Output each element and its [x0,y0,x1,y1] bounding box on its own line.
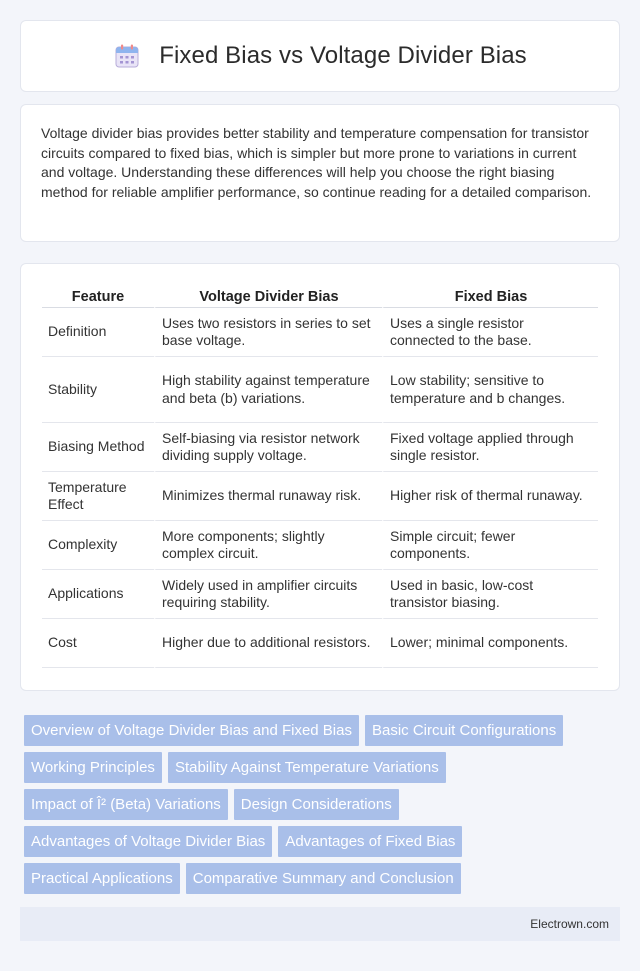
title-wrap [113,42,527,70]
voltage-divider-cell: Minimizes thermal runaway risk. [154,472,382,521]
voltage-divider-cell: Widely used in amplifier circuits requiring stability. [154,570,382,619]
calendar-icon [113,42,141,70]
fixed-bias-cell: Used in basic, low-cost transistor biasing. [382,570,598,619]
feature-cell: Biasing Method [42,423,154,472]
voltage-divider-cell: Self-biasing via resistor network dividing supply voltage. [154,423,382,472]
topic-tag-basic-circuit-configurations[interactable]: Basic Circuit Configurations [365,715,563,746]
tag-row [24,789,624,820]
fixed-bias-cell: Fixed voltage applied through single resistor. [382,423,598,472]
fixed-bias-cell: Higher risk of thermal runaway. [382,472,598,521]
topic-tag-stability-temperature[interactable]: Stability Against Temperature Variations [168,752,446,783]
fixed-bias-cell: Uses a single resistor connected to the base. [382,308,598,357]
footer-source[interactable]: Electrown.com [530,917,609,931]
feature-cell: Temperature Effect [42,472,154,521]
topic-tag-advantages-voltage-divider[interactable]: Advantages of Voltage Divider Bias [24,826,272,857]
table-row [42,357,598,423]
fixed-bias-cell: Simple circuit; fewer components. [382,521,598,570]
tag-row [24,826,624,857]
header-fixed-bias: Fixed Bias [382,286,598,308]
topic-tags [24,715,624,900]
topic-tag-practical-applications[interactable]: Practical Applications [24,863,180,894]
topic-tag-beta-variations[interactable]: Impact of Î² (Beta) Variations [24,789,228,820]
tag-row [24,863,624,894]
feature-cell: Applications [42,570,154,619]
table-row [42,570,598,619]
tag-row [24,752,624,783]
comparison-table [42,286,598,668]
table-row [42,423,598,472]
feature-cell: Complexity [42,521,154,570]
tag-row [24,715,624,746]
header-feature: Feature [42,286,154,308]
topic-tag-comparative-summary[interactable]: Comparative Summary and Conclusion [186,863,461,894]
topic-tag-working-principles[interactable]: Working Principles [24,752,162,783]
intro-text: Voltage divider bias provides better stability and temperature compensation for transistor circuits compared to fixed bias, which is simpler but more prone to variations in current and voltage. Understanding these differences will help you choose the right biasing method for reliable amplifier performance, so continue reading for a detailed comparison. [41,125,592,200]
voltage-divider-cell: More components; slightly complex circuit. [154,521,382,570]
table-row [42,619,598,668]
header-voltage-divider-bias: Voltage Divider Bias [154,286,382,308]
fixed-bias-cell: Lower; minimal components. [382,619,598,668]
voltage-divider-cell: Uses two resistors in series to set base voltage. [154,308,382,357]
table-header-row [42,286,598,308]
topic-tag-overview[interactable]: Overview of Voltage Divider Bias and Fixed Bias [24,715,359,746]
table-row [42,308,598,357]
feature-cell: Cost [42,619,154,668]
page-title: Fixed Bias vs Voltage Divider Bias [159,42,527,69]
voltage-divider-cell: High stability against temperature and beta (b) variations. [154,357,382,423]
voltage-divider-cell: Higher due to additional resistors. [154,619,382,668]
table-row [42,472,598,521]
intro-card [20,104,620,242]
topic-tag-design-considerations[interactable]: Design Considerations [234,789,399,820]
feature-cell: Definition [42,308,154,357]
feature-cell: Stability [42,357,154,423]
table-row [42,521,598,570]
title-card [20,20,620,92]
footer [20,907,620,941]
fixed-bias-cell: Low stability; sensitive to temperature and b changes. [382,357,598,423]
comparison-table-card [20,263,620,691]
topic-tag-advantages-fixed-bias[interactable]: Advantages of Fixed Bias [278,826,462,857]
